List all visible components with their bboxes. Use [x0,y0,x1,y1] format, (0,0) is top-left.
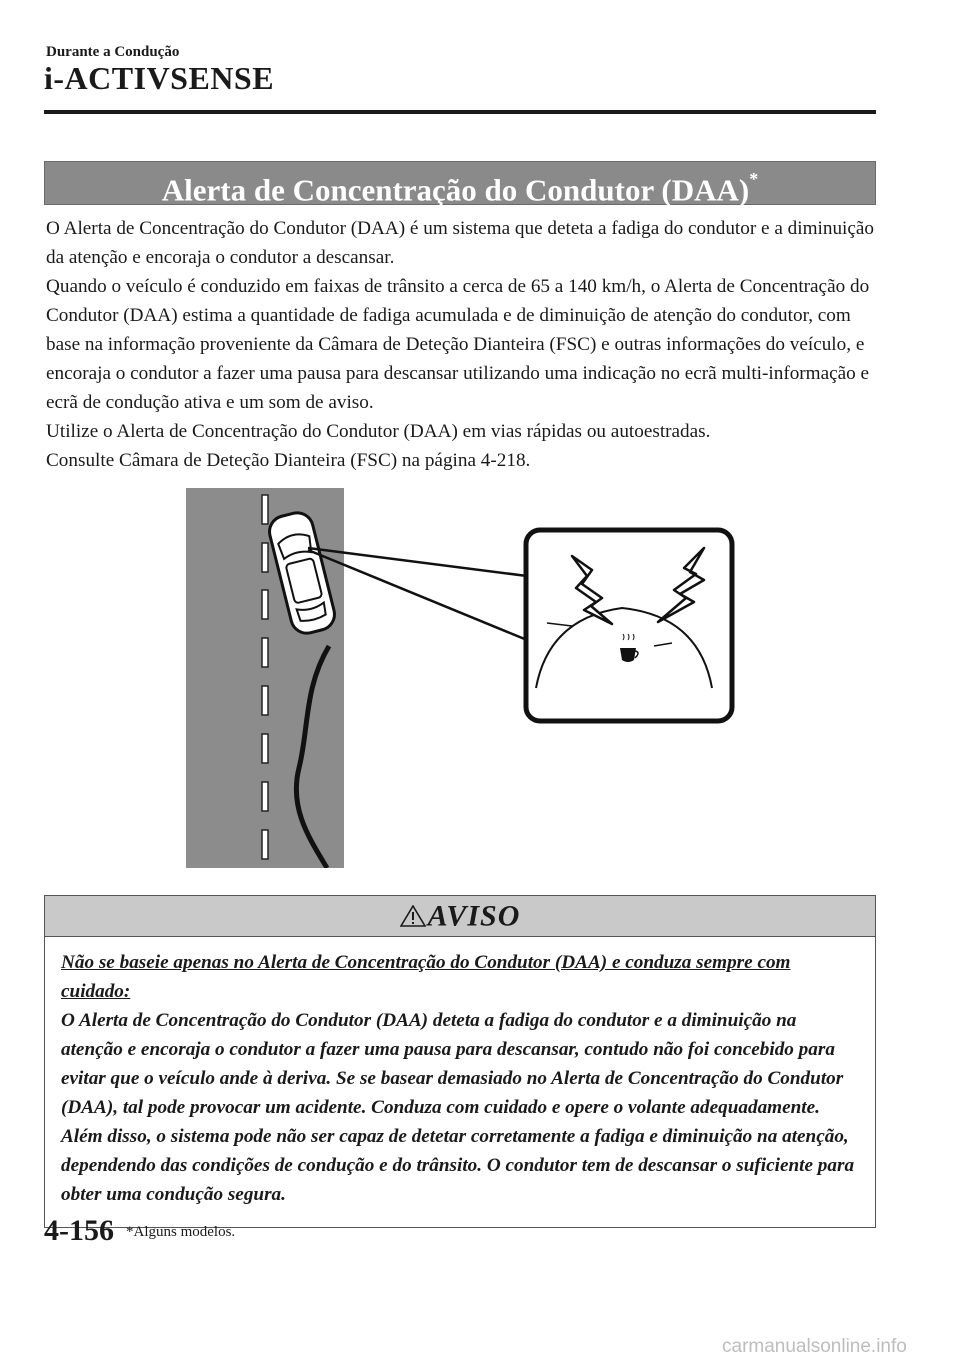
banner-asterisk: * [749,169,759,189]
warning-triangle-icon [400,905,426,927]
body-paragraph-4: Consulte Câmara de Deteção Dianteira (FSC) na página 4-218. [46,450,531,471]
chapter-label: Durante a Condução [46,44,180,60]
warning-heading: Não se baseie apenas no Alerta de Concentração do Condutor (DAA) e conduza sempre com cuidado: [61,952,791,1002]
body-paragraph-3: Utilize o Alerta de Concentração do Condutor (DAA) em vias rápidas ou autoestradas. [46,421,711,442]
body-text [46,214,882,475]
footnote: *Alguns modelos. [126,1224,236,1240]
warning-paragraph-1: O Alerta de Concentração do Condutor (DAA) deteta a fadiga do condutor e a diminuição na atenção e encoraja o condutor a fazer uma pausa para descansar, contudo não foi concebido para evitar que o veículo ande à deriva. Se se basear demasiado no Alerta de Concentração do Condutor (DAA), tal pode provocar um acidente. Conduza com cuidado e opere o volante adequadamente. [61,1010,844,1118]
banner-title: Alerta de Concentração do Condutor (DAA) [161,172,750,208]
watermark-site: carmanualsonline.info [722,1336,907,1357]
header-rule [44,110,876,114]
body-paragraph-2: Quando o veículo é conduzido em faixas de trânsito a cerca de 65 a 140 km/h, o Alerta de Concentração do Condutor (DAA) estima a quantidade de fadiga acumulada e de diminuição de atenção do condutor, com base na informação proveniente da Câmara de Deteção Dianteira (FSC) e outras informações do veículo, e encoraja o condutor a fazer uma pausa para descansar utilizando uma indicação no ecrã multi-informação e ecrã de condução ativa e um som de aviso. [46,276,870,413]
section-title: i-ACTIVSENSE [44,60,275,96]
warning-header [45,896,875,937]
body-paragraph-1: O Alerta de Concentração do Condutor (DAA) é um sistema que deteta a fadiga do condutor e a diminuição da atenção e encoraja o condutor a descansar. [46,218,874,268]
warning-title: AVISO [427,899,521,933]
display-callout [526,530,732,721]
section-banner [44,161,876,208]
page-number: 4-156 [44,1214,114,1247]
daa-illustration [184,488,744,868]
warning-body [45,937,875,1209]
warning-box [44,895,876,1228]
warning-paragraph-2: Além disso, o sistema pode não ser capaz de detetar corretamente a fadiga e diminuição na atenção, dependendo das condições de condução e do trânsito. O condutor tem de descansar o suficiente para obter uma condução segura. [61,1126,855,1205]
